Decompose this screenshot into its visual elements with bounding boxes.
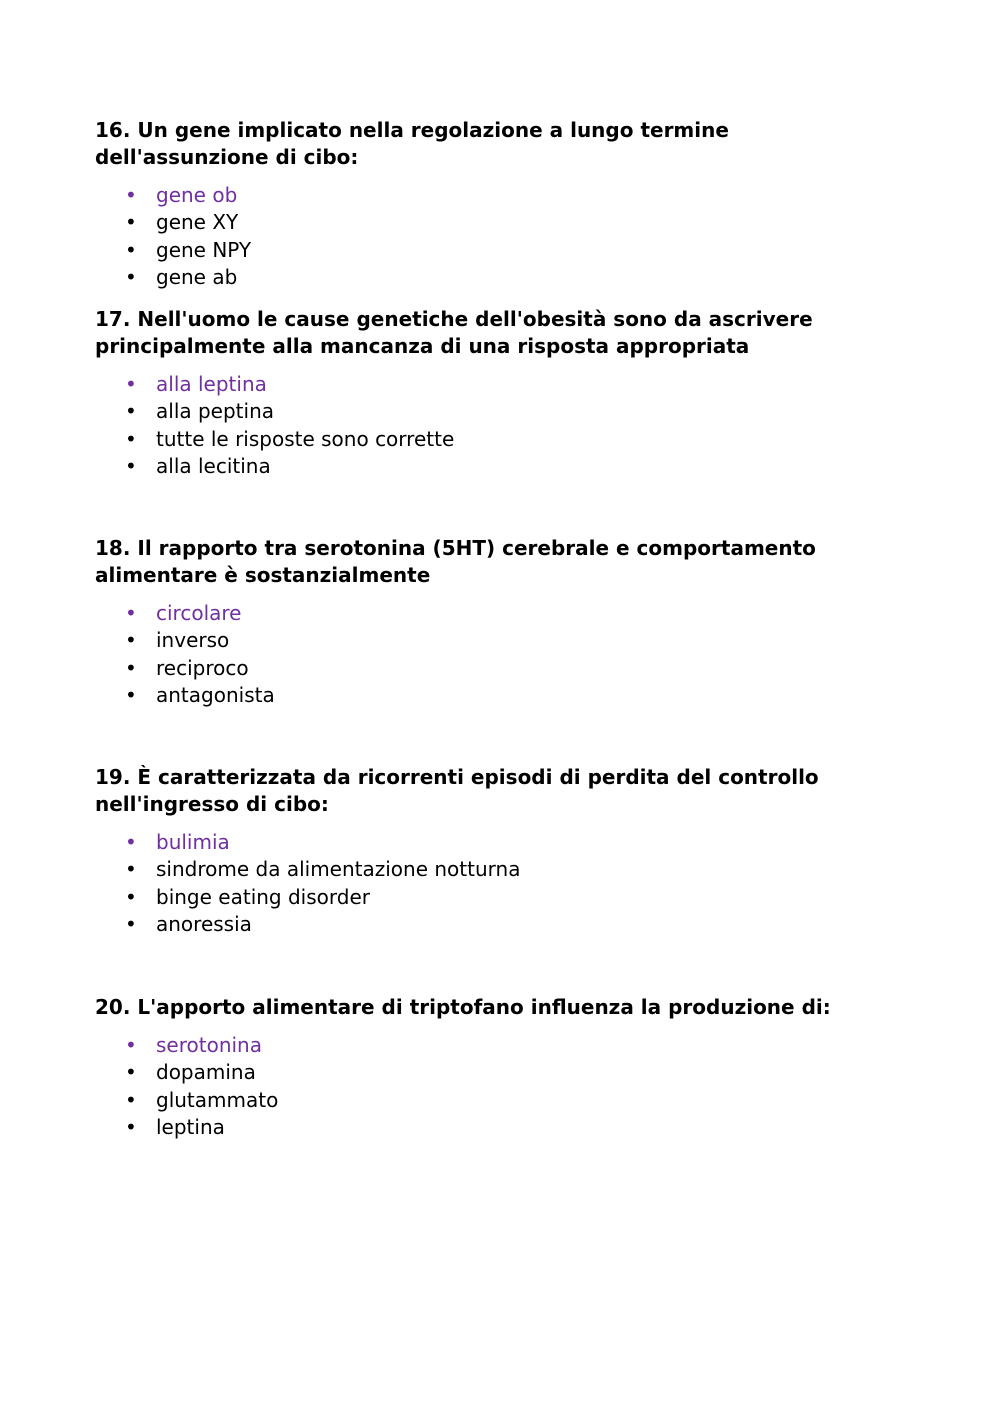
bullet-icon: •: [125, 1087, 137, 1112]
answer-item: [95, 856, 895, 883]
answer-item: [95, 1114, 895, 1141]
question-text: 16. Un gene implicato nella regolazione a lungo termine dell'assunzione di cibo:: [95, 118, 729, 169]
answer-text: gene ab: [156, 264, 238, 289]
question-18: [95, 535, 895, 709]
bullet-icon: •: [125, 911, 137, 936]
bullet-icon: •: [125, 183, 137, 207]
answer-item: [95, 426, 895, 453]
answer-item: [95, 209, 895, 236]
answer-item-correct: [95, 1032, 895, 1059]
answer-item: [95, 1059, 895, 1086]
answer-text: dopamina: [156, 1060, 256, 1085]
answer-text: serotonina: [156, 1033, 262, 1057]
answer-item: [95, 1087, 895, 1114]
answer-text: tutte le risposte sono corrette: [156, 426, 455, 451]
bullet-icon: •: [125, 682, 137, 707]
answer-text: reciproco: [156, 655, 249, 680]
bullet-icon: •: [125, 372, 137, 396]
answer-list: [95, 371, 895, 480]
bullet-icon: •: [125, 426, 137, 451]
bullet-icon: •: [125, 237, 137, 262]
bullet-icon: •: [125, 857, 137, 882]
answer-text: inverso: [156, 628, 230, 653]
bullet-icon: •: [125, 1033, 137, 1057]
answer-item: [95, 627, 895, 654]
answer-text: alla lecitina: [156, 453, 271, 478]
question-text: 18. Il rapporto tra serotonina (5HT) cerebrale e comportamento alimentare è sostanzialmente: [95, 536, 816, 587]
answer-item-correct: [95, 600, 895, 627]
answer-list: [95, 600, 895, 709]
answer-item-correct: [95, 829, 895, 856]
answer-item-correct: [95, 182, 895, 209]
bullet-icon: •: [125, 884, 137, 909]
question-16: [95, 117, 895, 291]
bullet-icon: •: [125, 399, 137, 424]
question-text: 20. L'apporto alimentare di triptofano influenza la produzione di:: [95, 995, 831, 1019]
question-text: 19. È caratterizzata da ricorrenti episodi di perdita del controllo nell'ingresso di cibo:: [95, 765, 819, 816]
question-19: [95, 764, 895, 938]
answer-text: leptina: [156, 1114, 225, 1139]
answer-text: antagonista: [156, 682, 275, 707]
question-text: 17. Nell'uomo le cause genetiche dell'obesità sono da ascrivere principalmente alla mancanza di una risposta appropriata: [95, 307, 813, 358]
answer-list: [95, 182, 895, 291]
answer-text: gene XY: [156, 210, 239, 235]
answer-text: anoressia: [156, 911, 252, 936]
answer-text: binge eating disorder: [156, 884, 370, 909]
bullet-icon: •: [125, 453, 137, 478]
answer-item: [95, 655, 895, 682]
answer-text: bulimia: [156, 830, 230, 854]
bullet-icon: •: [125, 264, 137, 289]
answer-text: glutammato: [156, 1087, 279, 1112]
bullet-icon: •: [125, 655, 137, 680]
answer-item: [95, 911, 895, 938]
answer-item: [95, 398, 895, 425]
bullet-icon: •: [125, 210, 137, 235]
answer-item: [95, 682, 895, 709]
bullet-icon: •: [125, 601, 137, 625]
bullet-icon: •: [125, 628, 137, 653]
answer-text: gene ob: [156, 183, 238, 207]
answer-item: [95, 453, 895, 480]
answer-text: sindrome da alimentazione notturna: [156, 857, 521, 882]
answer-text: alla peptina: [156, 399, 275, 424]
question-20: [95, 994, 895, 1141]
question-17: [95, 306, 895, 480]
bullet-icon: •: [125, 1060, 137, 1085]
bullet-icon: •: [125, 1114, 137, 1139]
answer-item: [95, 884, 895, 911]
answer-list: [95, 829, 895, 938]
answer-item: [95, 237, 895, 264]
answer-item: [95, 264, 895, 291]
answer-text: circolare: [156, 601, 242, 625]
answer-item-correct: [95, 371, 895, 398]
answer-text: alla leptina: [156, 372, 267, 396]
answer-text: gene NPY: [156, 237, 252, 262]
bullet-icon: •: [125, 830, 137, 854]
answer-list: [95, 1032, 895, 1141]
